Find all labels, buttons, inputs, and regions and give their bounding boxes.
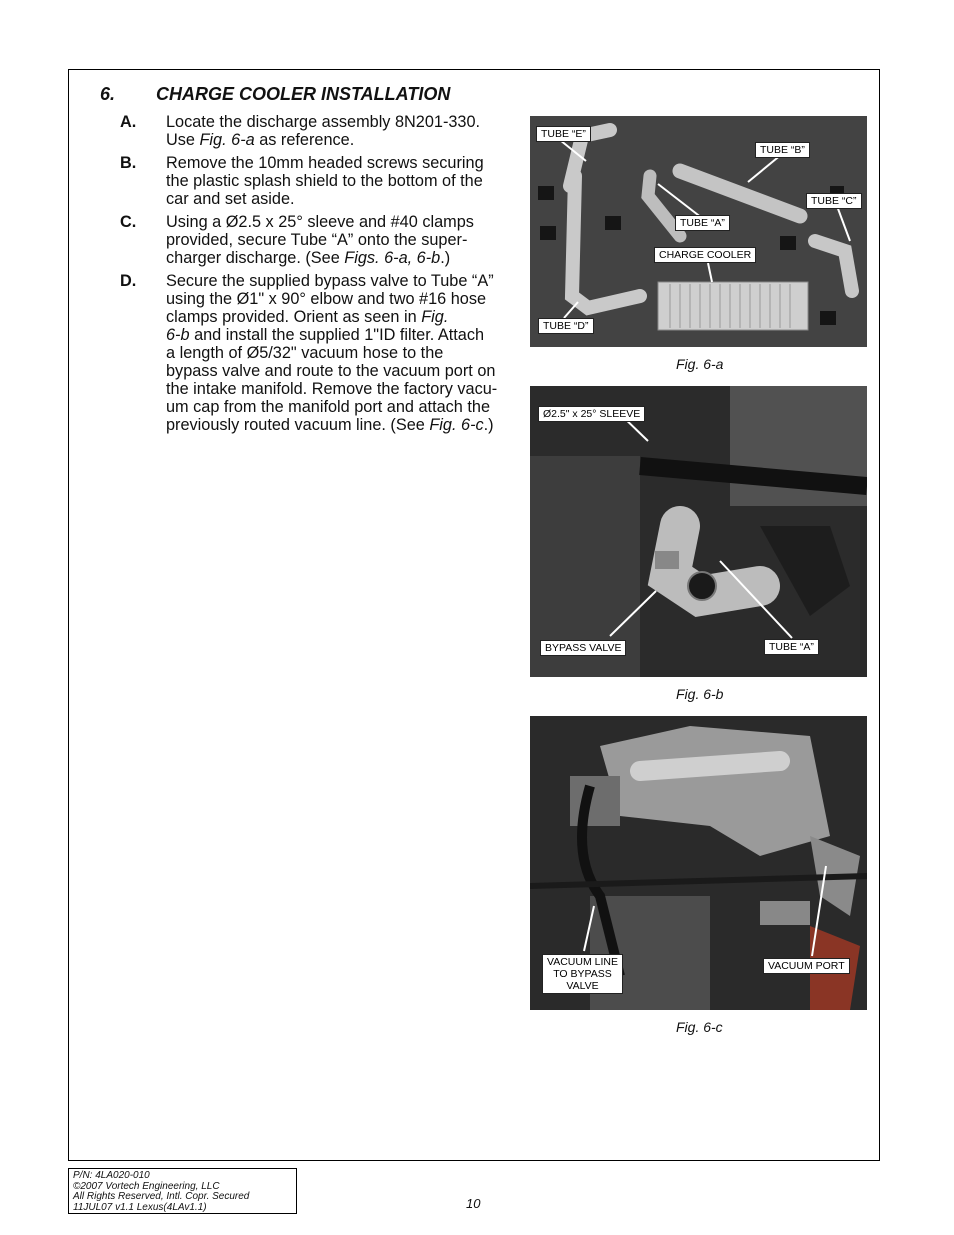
step-text-segment: Locate the discharge assembly 8N201-330. Use xyxy=(166,113,481,149)
figure-6a-drawing xyxy=(530,116,867,347)
section-heading xyxy=(100,84,450,105)
step-text xyxy=(166,113,480,149)
step-text-segment: and install the supplied 1"ID filter. Attach a length of Ø5/32" vacuum hose to the bypass valve and route to the vacuum port on the intake manifold. Remove the factory vacu- um cap from the manifold port and attach the previously routed vacuum line. (See xyxy=(166,326,498,434)
step-letter: D. xyxy=(120,272,137,290)
figure-6a-photo xyxy=(530,116,867,347)
label-sleeve: Ø2.5" x 25° SLEEVE xyxy=(538,406,645,422)
figure-6b-drawing xyxy=(530,386,867,677)
footer-rights: All Rights Reserved, Intl. Copr. Secured xyxy=(73,1191,250,1202)
label-charge-cooler: CHARGE COOLER xyxy=(654,247,756,263)
footer-copyright: ©2007 Vortech Engineering, LLC xyxy=(73,1180,220,1192)
step-text-segment: Fig. 6-b xyxy=(166,308,449,344)
section-number: 6. xyxy=(100,84,116,104)
step-letter: B. xyxy=(120,154,137,172)
label-tube-e: TUBE “E” xyxy=(536,126,591,142)
instruction-steps xyxy=(120,113,520,439)
step-d xyxy=(120,272,520,434)
figure-6c-caption: Fig. 6-c xyxy=(676,1019,723,1035)
label-tube-a: TUBE “A” xyxy=(675,215,730,231)
step-c xyxy=(120,213,520,267)
figure-6a-caption: Fig. 6-a xyxy=(676,356,724,372)
label-vacuum-line: VACUUM LINE TO BYPASS VALVE xyxy=(542,954,623,994)
step-text-segment: .) xyxy=(440,249,451,267)
step-text xyxy=(166,272,497,434)
step-text-segment: as reference. xyxy=(254,131,355,149)
step-text xyxy=(166,213,474,267)
step-text-segment: Fig. 6-c xyxy=(429,416,484,434)
label-tube-c: TUBE “C” xyxy=(806,193,862,209)
step-text-segment: .) xyxy=(483,416,494,434)
label-tube-b: TUBE “B” xyxy=(755,142,810,158)
step-a xyxy=(120,113,520,149)
footer-part-number: P/N: 4LA020-010 xyxy=(73,1170,150,1181)
step-text-segment: Remove the 10mm headed screws securing the plastic splash shield to the bottom of the car and set aside. xyxy=(166,154,484,208)
figure-6b-photo xyxy=(530,386,867,677)
step-letter: C. xyxy=(120,213,137,231)
label-tube-d: TUBE “D” xyxy=(538,318,594,334)
label-vacuum-port: VACUUM PORT xyxy=(763,958,850,974)
figure-6c-photo xyxy=(530,716,867,1010)
figure-6b-caption: Fig. 6-b xyxy=(676,686,724,702)
section-title: CHARGE COOLER INSTALLATION xyxy=(156,84,451,104)
step-text-segment: Figs. 6-a, 6-b xyxy=(344,249,441,267)
footer-info-box xyxy=(68,1168,297,1214)
step-text xyxy=(166,154,484,208)
step-text-segment: Using a Ø2.5 x 25° sleeve and #40 clamps provided, secure Tube “A” onto the super- charger discharge. (See xyxy=(166,213,474,267)
step-letter: A. xyxy=(120,113,137,131)
step-text-segment: Fig. 6-a xyxy=(199,131,255,149)
label-tube-a-6b: TUBE “A” xyxy=(764,639,819,655)
label-bypass-valve: BYPASS VALVE xyxy=(540,640,626,656)
step-b xyxy=(120,154,520,208)
page-number: 10 xyxy=(466,1196,481,1211)
step-text-segment: Secure the supplied bypass valve to Tube “A” using the Ø1" x 90° elbow and two #16 hose clamps provided. Orient as seen in xyxy=(166,272,494,326)
footer-version: 11JUL07 v1.1 Lexus(4LAv1.1) xyxy=(73,1201,207,1213)
